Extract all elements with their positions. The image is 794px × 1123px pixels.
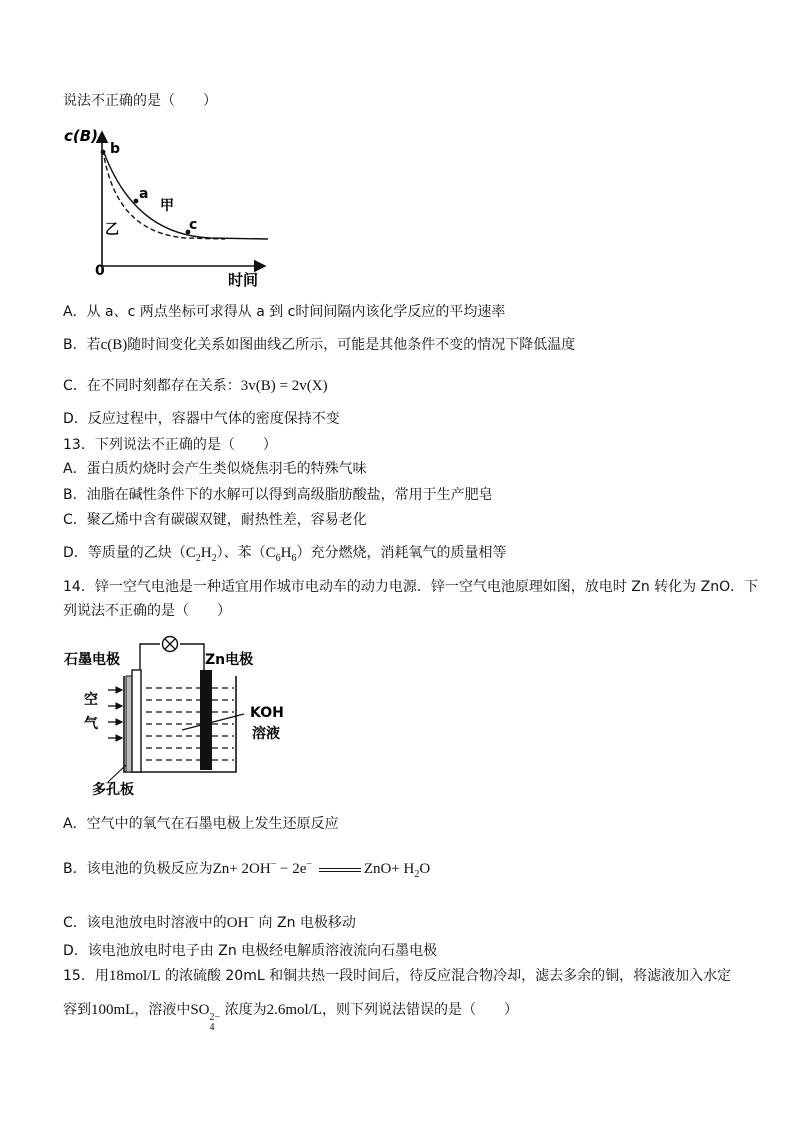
q13-option-c: C．聚乙烯中含有碳碳双键，耐热性差，容易老化 bbox=[63, 512, 367, 528]
q12-concentration-graph bbox=[60, 118, 300, 288]
air-arrows bbox=[108, 690, 122, 738]
label-b: b bbox=[110, 141, 121, 157]
origin-label: 0 bbox=[95, 263, 105, 279]
q14-stem-line2: 列说法不正确的是（ ） bbox=[63, 603, 231, 619]
koh-electrolyte bbox=[146, 688, 234, 760]
label-zn-electrode: Zn电极 bbox=[205, 652, 254, 668]
label-a: a bbox=[139, 186, 149, 202]
curve-yi bbox=[103, 150, 225, 239]
q12-option-b: B．若c(B)随时间变化关系如图曲线乙所示，可能是其他条件不变的情况下降低温度 bbox=[63, 337, 576, 353]
q14-battery-diagram bbox=[64, 630, 314, 798]
koh-pointer bbox=[182, 714, 244, 730]
label-yi: 乙 bbox=[105, 222, 119, 238]
q14-option-d: D．该电池放电时电子由 Zn 电极经电解质溶液流向石墨电极 bbox=[63, 943, 438, 959]
q13-option-a: A．蛋白质灼烧时会产生类似烧焦羽毛的特殊气味 bbox=[63, 461, 367, 477]
label-graphite-electrode: 石墨电极 bbox=[64, 652, 120, 668]
q14-option-b: B．该电池的负极反应为Zn+ 2OH− − 2e− $ZnO+ H_2O$ bbox=[63, 859, 431, 880]
q15-line2: 容到100mL，溶液中SO 2− 4 浓度为2.6mol/L，则下列说法错误的是（ ） bbox=[63, 1002, 519, 1033]
q13-option-d: D．等质量的乙炔$(C_2H_2)$、苯$(C_6H_6)$充分燃烧，消耗氧气的质量相等 bbox=[63, 545, 507, 564]
zn-electrode bbox=[200, 670, 212, 770]
curve-jia bbox=[103, 150, 268, 239]
q12-stem: 说法不正确的是（ ） bbox=[63, 93, 217, 109]
graphite-electrode bbox=[132, 670, 141, 772]
y-axis-label: c(B) bbox=[64, 127, 99, 145]
porous-plate bbox=[126, 676, 132, 772]
q12-option-c: C．在不同时刻都存在关系：3v(B) = 2v(X) bbox=[63, 378, 328, 394]
porous-pointer bbox=[108, 765, 126, 782]
label-koh: KOH bbox=[250, 705, 284, 721]
q12-option-a: A．从 a、c 两点坐标可求得从 a 到 c时间间隔内该化学反应的平均速率 bbox=[63, 304, 506, 320]
q14-stem-line1: 14．锌一空气电池是一种适宜用作城市电动车的动力电源．锌一空气电池原理如图，放电时 Zn 转化为 ZnO．下 bbox=[63, 579, 759, 595]
label-porous-plate: 多孔板 bbox=[92, 782, 134, 798]
label-air-2: 气 bbox=[84, 716, 98, 732]
lamp-icon bbox=[163, 637, 178, 652]
label-solution: 溶液 bbox=[252, 726, 280, 742]
point-b bbox=[101, 150, 106, 155]
point-a bbox=[134, 199, 139, 204]
label-air-1: 空 bbox=[84, 692, 98, 708]
q14-option-a: A．空气中的氧气在石墨电极上发生还原反应 bbox=[63, 816, 339, 832]
x-axis-label: 时间 bbox=[228, 271, 259, 288]
q14-option-c: C．该电池放电时溶液中的OH− 向 Zn 电极移动 bbox=[63, 913, 356, 931]
q15-line1: 15．用18mol/L 的浓硫酸 20mL 和铜共热一段时间后，待反应混合物冷却，滤去多余的铜，将滤液加入水定 bbox=[63, 968, 732, 984]
label-jia: 甲 bbox=[160, 198, 174, 214]
label-c: c bbox=[189, 217, 198, 233]
q13-option-b: B．油脂在碱性条件下的水解可以得到高级脂肪酸盐，常用于生产肥皂 bbox=[63, 487, 493, 503]
q12-option-d: D．反应过程中，容器中气体的密度保持不变 bbox=[63, 411, 340, 427]
q13-stem: 13．下列说法不正确的是（ ） bbox=[63, 437, 277, 453]
